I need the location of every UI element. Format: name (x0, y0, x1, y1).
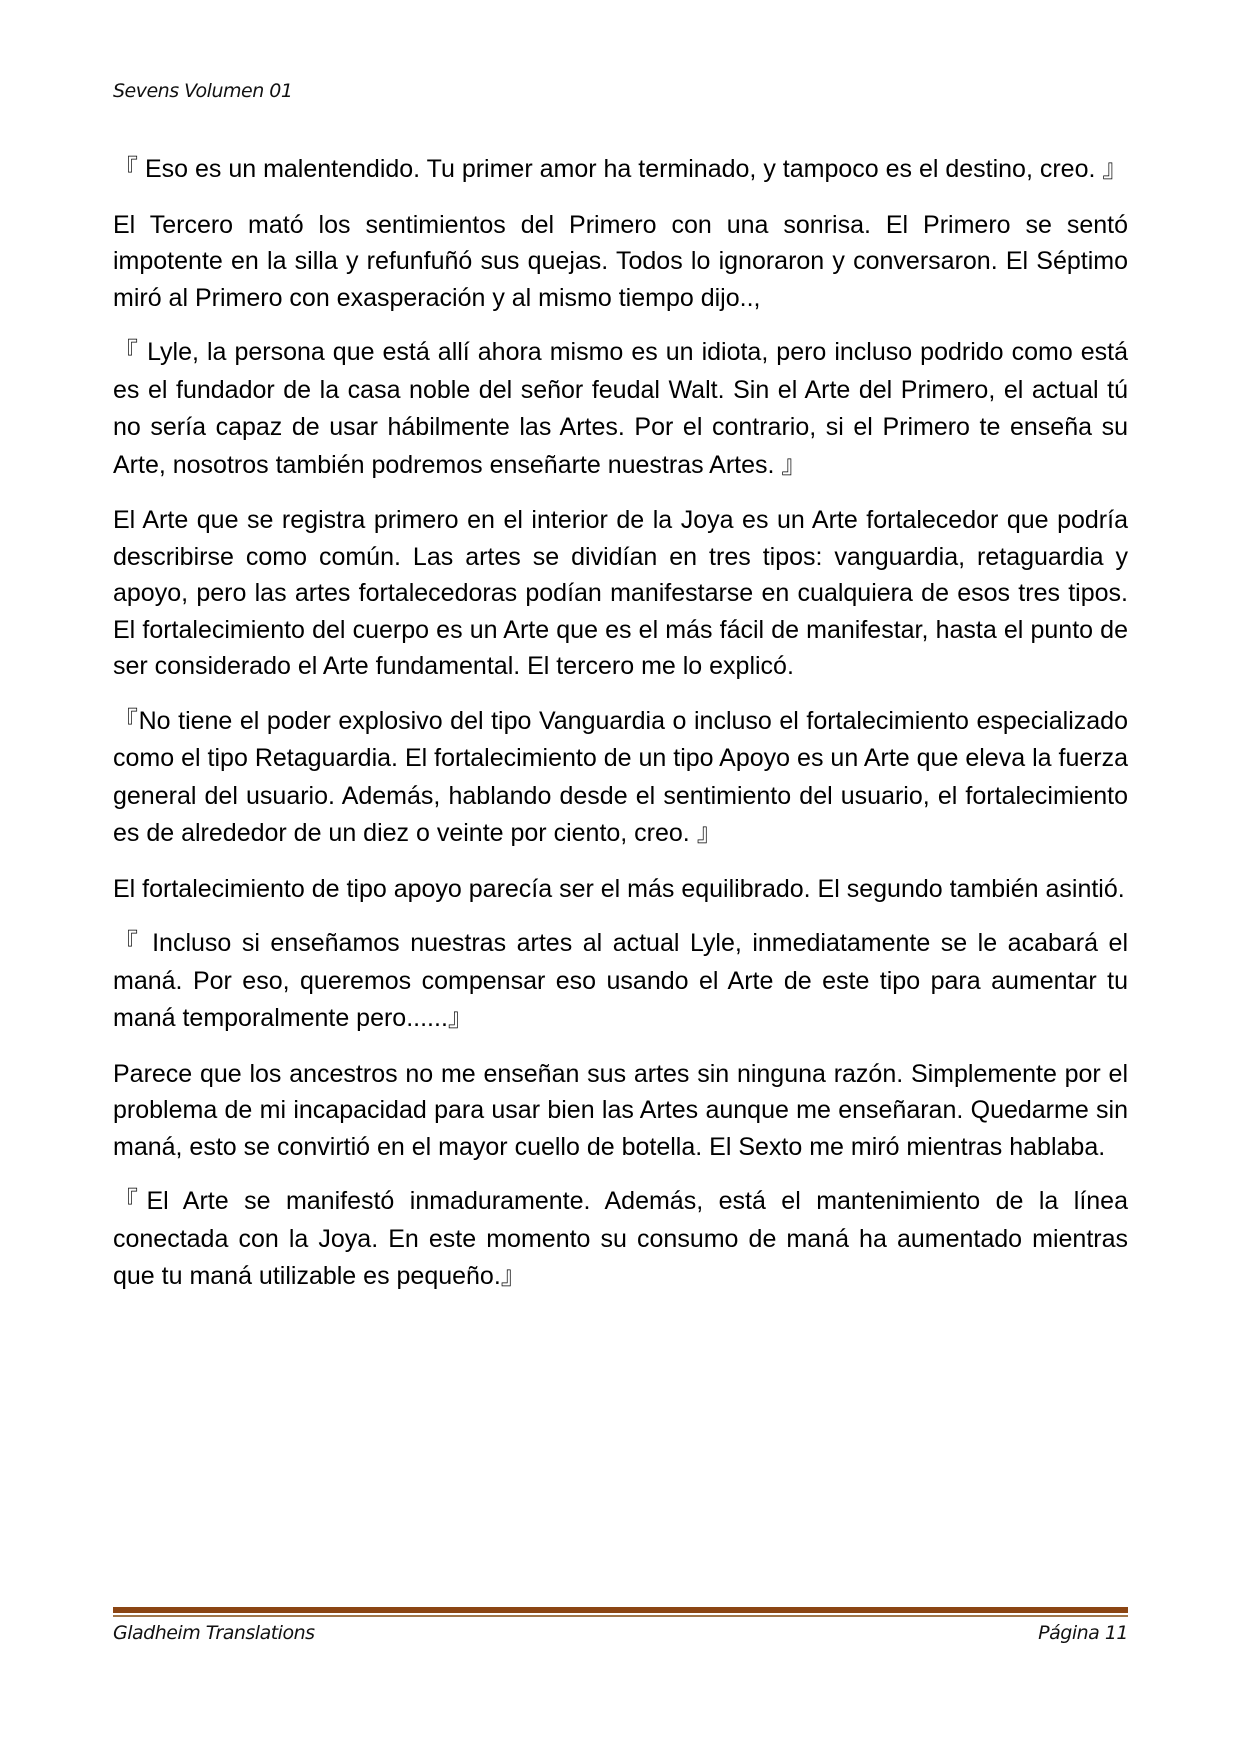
page-footer (113, 1622, 1128, 1644)
narration-paragraph: El Arte que se registra primero en el interior de la Joya es un Arte fortalecedor que podría describirse como común. Las artes se dividían en tres tipos: vanguardia, retaguardia y apoyo, pero las artes fortalecedoras podían manifestarse en cualquiera de esos tres tipos. El fortalecimiento del cuerpo es un Arte que es el más fácil de manifestar, hasta el punto de ser considerado el Arte fundamental. El tercero me lo explicó. (113, 506, 1128, 680)
page-body (113, 151, 1128, 1314)
narration-paragraph: Parece que los ancestros no me enseñan sus artes sin ninguna razón. Simplemente por el problema de mi incapacidad para usar bien las Artes aunque me enseñaran. Quedarme sin maná, esto se convirtió en el mayor cuello de botella. El Sexto me miró mientras hablaba. (113, 1059, 1128, 1161)
dialogue-paragraph: 『No tiene el poder explosivo del tipo Vanguardia o incluso el fortalecimiento especializado como el tipo Retaguardia. El fortalecimiento de un tipo Apoyo es un Arte que eleva la fuerza general del usuario. Además, hablando desde el sentimiento del usuario, el fortalecimiento es de alrededor de un diez o veinte por ciento, creo. 』 (113, 706, 1128, 847)
dialogue-paragraph: 『 Lyle, la persona que está allí ahora mismo es un idiota, pero incluso podrido como está es el fundador de la casa noble del señor feudal Walt. Sin el Arte del Primero, el actual tú no sería capaz de usar hábilmente las Artes. Por el contrario, si el Primero te enseña su Arte, nosotros también podremos enseñarte nuestras Artes. 』 (113, 338, 1128, 479)
dialogue-paragraph: 『El Arte se manifestó inmaduramente. Además, está el mantenimiento de la línea conectada con la Joya. En este momento su consumo de maná ha aumentado mientras que tu maná utilizable es pequeño.』 (113, 1187, 1128, 1290)
narration-paragraph: El fortalecimiento de tipo apoyo parecía ser el más equilibrado. El segundo también asintió. (113, 874, 1125, 903)
footer-divider (113, 1607, 1128, 1617)
dialogue-paragraph: 『 Incluso si enseñamos nuestras artes al actual Lyle, inmediatamente se le acabará el maná. Por eso, queremos compensar eso usando el Arte de este tipo para aumentar tu maná temporalmente pero......』 (113, 929, 1128, 1032)
footer-publisher: Gladheim Translations (113, 1622, 315, 1644)
page-number: Página 11 (1038, 1622, 1128, 1644)
narration-paragraph: El Tercero mató los sentimientos del Primero con una sonrisa. El Primero se sentó impotente en la silla y refunfuñó sus quejas. Todos lo ignoraron y conversaron. El Séptimo miró al Primero con exasperación y al mismo tiempo dijo.., (113, 210, 1128, 312)
running-header: Sevens Volumen 01 (113, 80, 293, 102)
dialogue-paragraph: 『 Eso es un malentendido. Tu primer amor ha terminado, y tampoco es el destino, creo. 』 (113, 155, 1128, 183)
